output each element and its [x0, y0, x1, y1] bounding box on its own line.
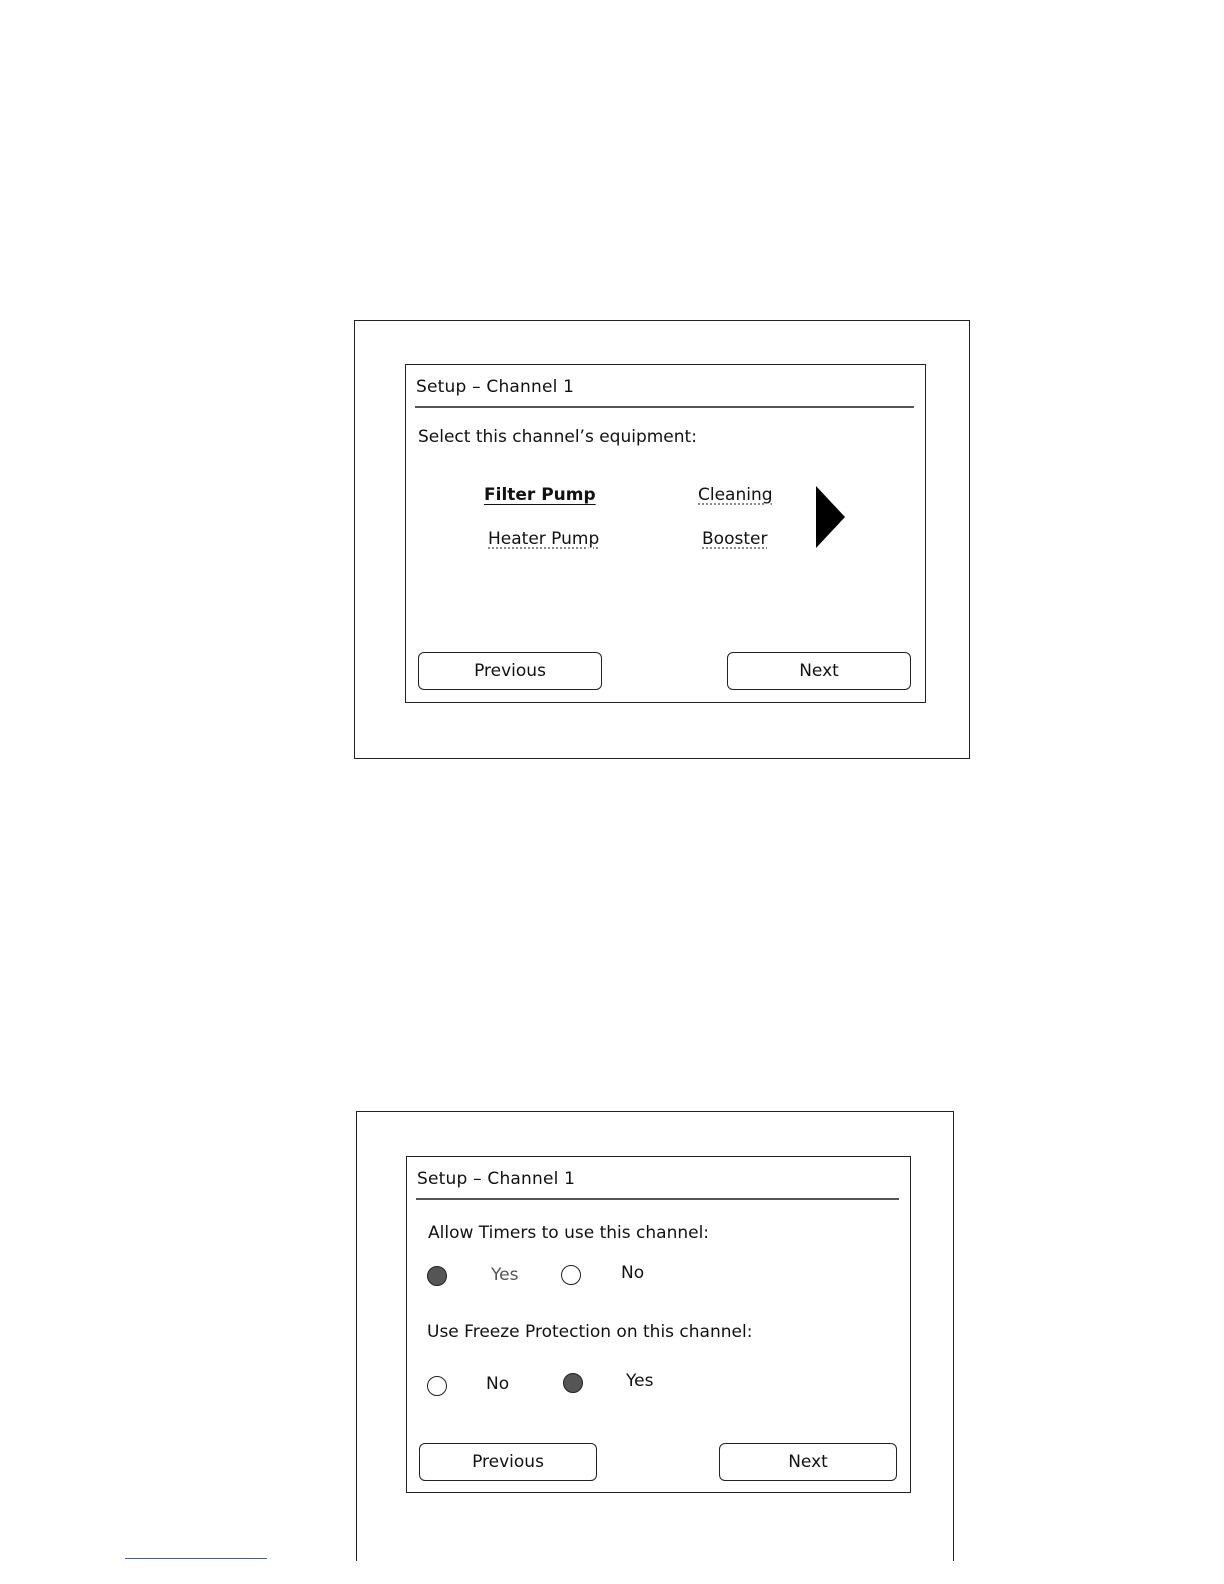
equipment-option-cleaning[interactable]: Cleaning — [698, 485, 773, 505]
freeze-no-radio[interactable] — [427, 1376, 447, 1396]
freeze-protection-prompt: Use Freeze Protection on this channel: — [427, 1322, 753, 1342]
page-title: Setup – Channel 1 — [416, 377, 575, 397]
freeze-no-label: No — [486, 1374, 510, 1394]
next-button[interactable]: Next — [719, 1443, 897, 1481]
timers-yes-label: Yes — [491, 1265, 519, 1285]
screen1-frame — [354, 320, 970, 759]
next-button[interactable]: Next — [727, 652, 911, 690]
equipment-prompt: Select this channel’s equipment: — [418, 427, 697, 447]
triangle-right-icon[interactable] — [816, 486, 845, 548]
timers-prompt: Allow Timers to use this channel: — [428, 1223, 710, 1243]
title-divider — [415, 406, 914, 408]
timers-no-radio[interactable] — [561, 1265, 581, 1285]
previous-button[interactable]: Previous — [418, 652, 602, 690]
title-divider — [416, 1198, 899, 1200]
timers-yes-radio[interactable] — [427, 1266, 447, 1286]
screen2-frame — [356, 1111, 954, 1561]
page-title: Setup – Channel 1 — [417, 1169, 576, 1189]
previous-button[interactable]: Previous — [419, 1443, 597, 1481]
screen2-display — [406, 1156, 911, 1493]
equipment-option-booster[interactable]: Booster — [702, 529, 768, 549]
footnote-divider — [125, 1558, 267, 1559]
screen1-display — [405, 364, 926, 703]
equipment-option-filter-pump[interactable]: Filter Pump — [484, 485, 596, 505]
freeze-yes-label: Yes — [626, 1371, 654, 1391]
timers-no-label: No — [621, 1263, 645, 1283]
freeze-yes-radio[interactable] — [563, 1373, 583, 1393]
equipment-option-heater-pump[interactable]: Heater Pump — [488, 529, 600, 549]
